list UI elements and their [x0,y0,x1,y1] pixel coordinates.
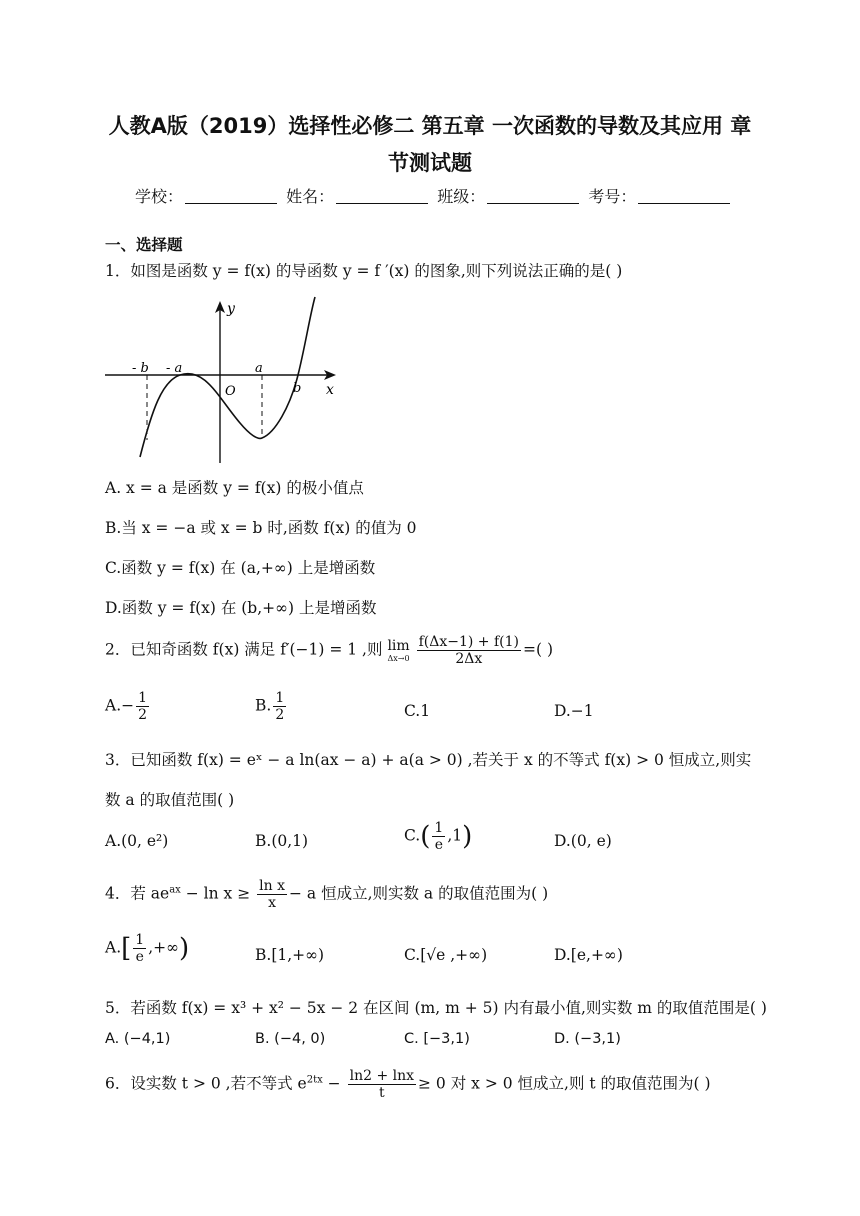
q4-option-b[interactable]: B.[1,+∞) [255,946,325,964]
school-label: 学校： [135,187,184,206]
question-3-stem-line1: 已知函数 f(x) = eˣ − a ln(ax − a) + a(a > 0) ,若关于 x 的不等式 f(x) > 0 恒成立,则实 [130,751,752,769]
question-2-number: 2． [105,640,131,659]
origin-label: O [225,384,236,399]
q3-option-b[interactable]: B.(0,1) [255,832,309,850]
page-title-line1: 人教A版（2019）选择性必修二 第五章 一次函数的导数及其应用 章 [108,114,752,138]
question-6-stem-a: 设实数 t > 0 ,若不等式 e [130,1074,307,1093]
question-2-stem-b: =( ) [523,640,554,659]
q2-option-a[interactable]: A.− $\frac{1}{2}$ [105,690,148,724]
question-1-stem: 如图是函数 y = f(x) 的导函数 y = f ′(x) 的图象,则下列说法正确的是( ) [130,262,623,280]
q5-option-a[interactable]: A. (−4,1) [105,1031,171,1047]
q2-option-c[interactable]: C.1 [404,702,431,720]
question-4-stem-b: − ln x ≥ [180,884,251,903]
question-2-stem-a: 已知奇函数 f(x) 满足 f′(−1) = 1 ,则 [130,640,383,659]
q1-option-c[interactable]: C.函数 y = f(x) 在 (a,+∞) 上是增函数 [105,559,376,577]
q4-option-a[interactable]: A.[ $\frac{1}{e}$ ,+∞) [105,932,190,966]
q1-option-d[interactable]: D.函数 y = f(x) 在 (b,+∞) 上是增函数 [105,599,377,617]
student-info-row [135,184,734,207]
exam-number-label: 考号： [588,187,637,206]
q4-option-c[interactable]: C.[√e ,+∞) [404,946,488,964]
page-title-line2: 节测试题 [388,151,472,175]
question-6-number: 6． [105,1074,131,1093]
name-label: 姓名： [286,187,335,206]
question-6-stem-c: ≥ 0 对 x > 0 恒成立,则 t 的取值范围为( ) [418,1074,711,1093]
question-4-stem-c: − a 恒成立,则实数 a 的取值范围为( ) [288,884,549,903]
tick-label-b: b [293,381,302,396]
derivative-curve [140,297,315,457]
question-4 [105,878,548,911]
question-4-number: 4． [105,884,131,903]
q5-option-c[interactable]: C. [−3,1) [404,1031,470,1047]
class-label: 班级： [437,187,486,206]
q2-option-b[interactable]: B. $\frac{1}{2}$ [255,690,285,724]
school-blank[interactable] [185,189,277,204]
derivative-graph [100,295,345,465]
q5-option-b[interactable]: B. (−4, 0) [255,1031,326,1047]
question-6-fraction: $\frac{\ln 2 + \ln x}{t}$ [349,1068,415,1102]
q1-option-a[interactable]: A. x = a 是函数 y = f(x) 的极小值点 [105,479,364,497]
question-6-stem-b: − [322,1074,341,1093]
limit-operator: lim Δx→0 [387,637,410,663]
question-5-number: 5． [105,999,131,1017]
question-4-exponent: ax [169,884,181,896]
question-6 [105,1068,711,1101]
question-3-line2: 数 a 的取值范围( ) [105,791,235,809]
class-blank[interactable] [487,189,579,204]
question-4-stem-a: 若 ae [130,884,170,903]
q5-option-d[interactable]: D. (−3,1) [554,1031,621,1047]
question-4-fraction: $\frac{\text{ln x}}{x}$ [259,878,285,912]
tick-label-neg-b: - b [132,361,149,376]
q3-option-c[interactable]: C.( $\frac{1}{e}$ ,1) [404,820,473,854]
q3-option-a[interactable]: A.(0, e²) [105,832,169,850]
question-3-number: 3． [105,751,131,769]
q3-option-d[interactable]: D.(0, e) [554,832,612,850]
name-blank[interactable] [336,189,428,204]
y-axis-label: y [227,301,235,317]
tick-label-a: a [255,361,263,376]
section-heading: 一、选择题 [105,236,183,254]
question-2 [105,634,553,667]
q2-option-d[interactable]: D.−1 [554,702,594,720]
question-2-fraction: $\frac{f(\Delta x-1) + f(1)}{2\Delta x}$ [418,634,520,668]
x-axis-label: x [326,382,334,398]
question-5 [105,996,767,1018]
question-6-exponent: 2tx [306,1074,323,1086]
question-5-stem: 若函数 f(x) = x³ + x² − 5x − 2 在区间 (m, m + 5) 内有最小值,则实数 m 的取值范围是( ) [130,999,767,1017]
q4-option-d[interactable]: D.[e,+∞) [554,946,623,964]
question-1-number: 1． [105,262,131,280]
tick-label-neg-a: - a [166,361,183,376]
exam-number-blank[interactable] [638,189,730,204]
question-3-line1 [105,748,751,770]
q1-option-b[interactable]: B.当 x = −a 或 x = b 时,函数 f(x) 的值为 0 [105,519,417,537]
question-1 [105,259,622,281]
